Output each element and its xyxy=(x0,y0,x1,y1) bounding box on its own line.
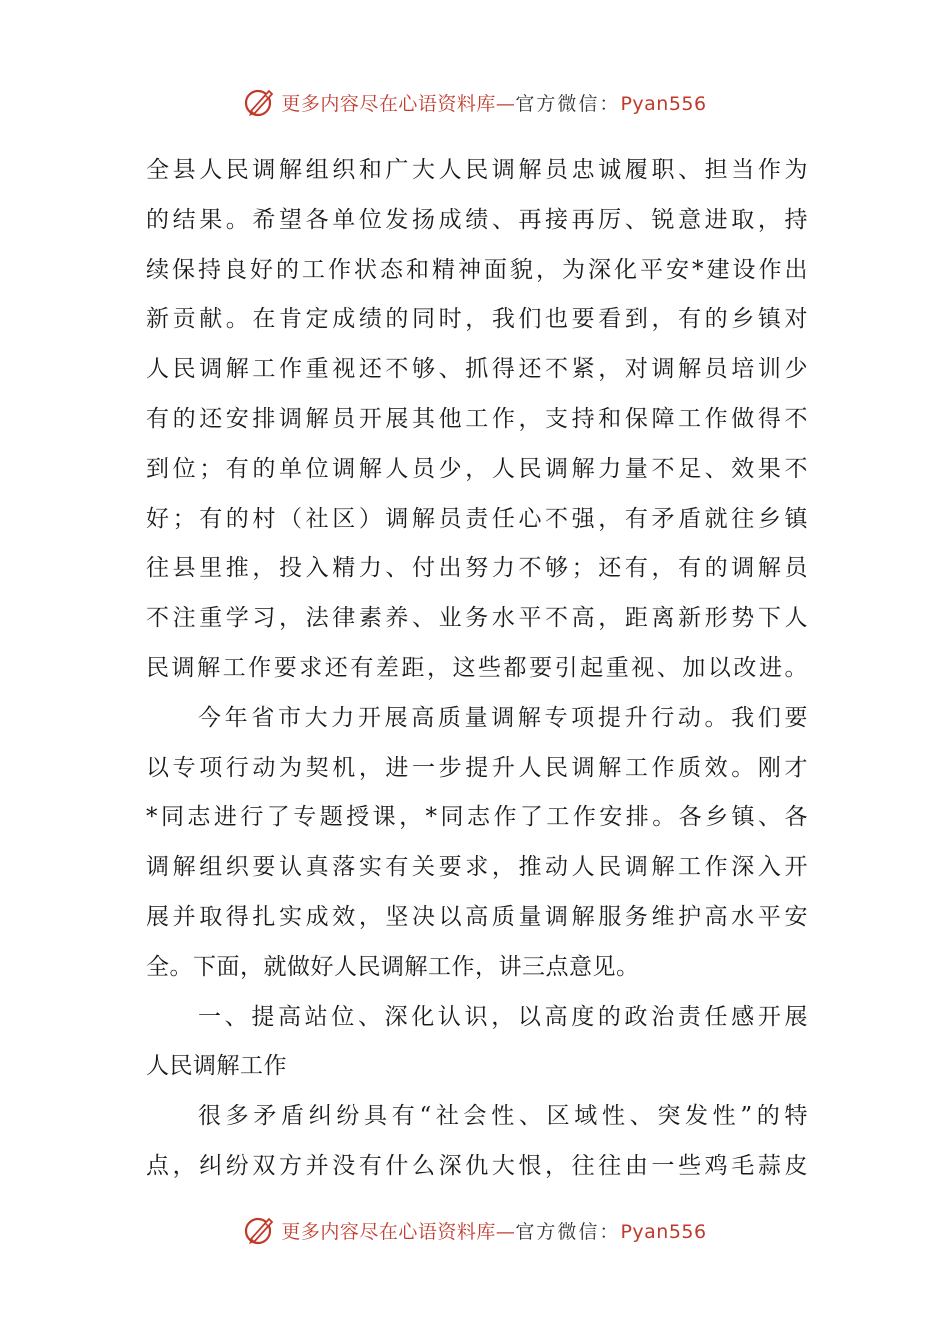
text-line: 不注重学习，法律素养、业务水平不高，距离新形势下人 xyxy=(146,605,808,632)
text-line: 人民调解工作重视还不够、抓得还不紧，对调解员培训少 xyxy=(146,356,808,383)
text-line: 展并取得扎实成效，坚决以高质量调解服务维护高水平安 xyxy=(146,903,808,930)
footer-watermark xyxy=(0,1210,950,1250)
text-line: 往县里推，投入精力、付出努力不够；还有，有的调解员 xyxy=(146,555,808,582)
text-line: 续保持良好的工作状态和精神面貌，为深化平安*建设作出 xyxy=(146,256,808,283)
watermark-wechat: Pyan556 xyxy=(620,92,707,115)
text-line: 好；有的村（社区）调解员责任心不强，有矛盾就往乡镇 xyxy=(146,505,808,532)
text-line: 全县人民调解组织和广大人民调解员忠诚履职、担当作为 xyxy=(146,157,808,183)
watermark-text xyxy=(281,1217,706,1244)
text-line: 的结果。希望各单位发扬成绩、再接再厉、锐意进取，持 xyxy=(146,206,808,233)
watermark-dash: — xyxy=(495,92,516,115)
watermark-sub: 官方微信： xyxy=(515,92,621,115)
pen-circle-logo-icon xyxy=(243,85,277,119)
text-line: 以专项行动为契机，进一步提升人民调解工作质效。刚才 xyxy=(146,754,808,781)
watermark-brand: 更多内容尽在心语资料库 xyxy=(281,1220,496,1243)
document-body xyxy=(146,146,808,1192)
watermark-wechat: Pyan556 xyxy=(620,1220,707,1243)
text-line: 新贡献。在肯定成绩的同时，我们也要看到，有的乡镇对 xyxy=(146,306,808,333)
watermark-text xyxy=(281,89,706,116)
text-line: 到位；有的单位调解人员少，人民调解力量不足、效果不 xyxy=(146,455,808,482)
text-line: *同志进行了专题授课，*同志作了工作安排。各乡镇、各 xyxy=(146,804,808,831)
text-line: 今年省市大力开展高质量调解专项提升行动。我们要 xyxy=(198,704,808,731)
text-line: 调解组织要认真落实有关要求，推动人民调解工作深入开 xyxy=(146,854,808,881)
section-heading-line: 人民调解工作 xyxy=(146,1053,287,1080)
text-line: 很多矛盾纠纷具有“社会性、区域性、突发性”的特 xyxy=(198,1103,808,1130)
text-line: 全。下面，就做好人民调解工作，讲三点意见。 xyxy=(146,953,640,980)
watermark-dash: — xyxy=(495,1220,516,1243)
text-line: 有的还安排调解员开展其他工作，支持和保障工作做得不 xyxy=(146,405,808,432)
watermark-sub: 官方微信： xyxy=(515,1220,621,1243)
watermark-brand: 更多内容尽在心语资料库 xyxy=(281,92,496,115)
section-heading-line: 一、提高站位、深化认识，以高度的政治责任感开展 xyxy=(198,1003,808,1030)
pen-circle-logo-icon xyxy=(243,1213,277,1247)
header-watermark xyxy=(0,82,950,122)
text-line: 民调解工作要求还有差距，这些都要引起重视、加以改进。 xyxy=(146,654,808,681)
text-line: 点，纠纷双方并没有什么深仇大恨，往往由一些鸡毛蒜皮 xyxy=(146,1152,808,1179)
